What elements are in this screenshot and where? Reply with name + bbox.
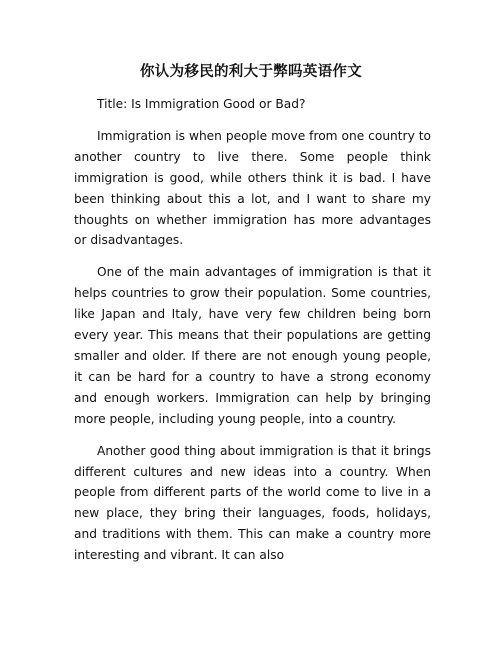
paragraph-3: Another good thing about immigration is that it brings different cultures and new ideas into a country. When people from different parts of the world come to live in a new place, they bring their languages, foods, holidays, and traditions with them. This can make a country more interesting and vibrant. It can also [74, 443, 431, 563]
paragraph-1: Immigration is when people move from one country to another country to live there. Some people think immigration is good, while others think it is bad. I have been thinking about this a lot, and I want to share my thoughts on whether immigration has more advantages or disadvantages. [74, 128, 431, 248]
article-title: Title: Is Immigration Good or Bad? [97, 97, 306, 111]
paragraph-2: One of the main advantages of immigration is that it helps countries to grow their population. Some countries, like Japan and Italy, have very few children being born every year. This means that their populations are getting smaller and older. If there are not enough young people, it can be hard for a country to have a strong economy and enough workers. Immigration can help by bringing more people, including young people, into a country. [74, 265, 431, 426]
document-body [74, 94, 431, 577]
document-heading: 你认为移民的利大于弊吗英语作文 [140, 64, 362, 80]
